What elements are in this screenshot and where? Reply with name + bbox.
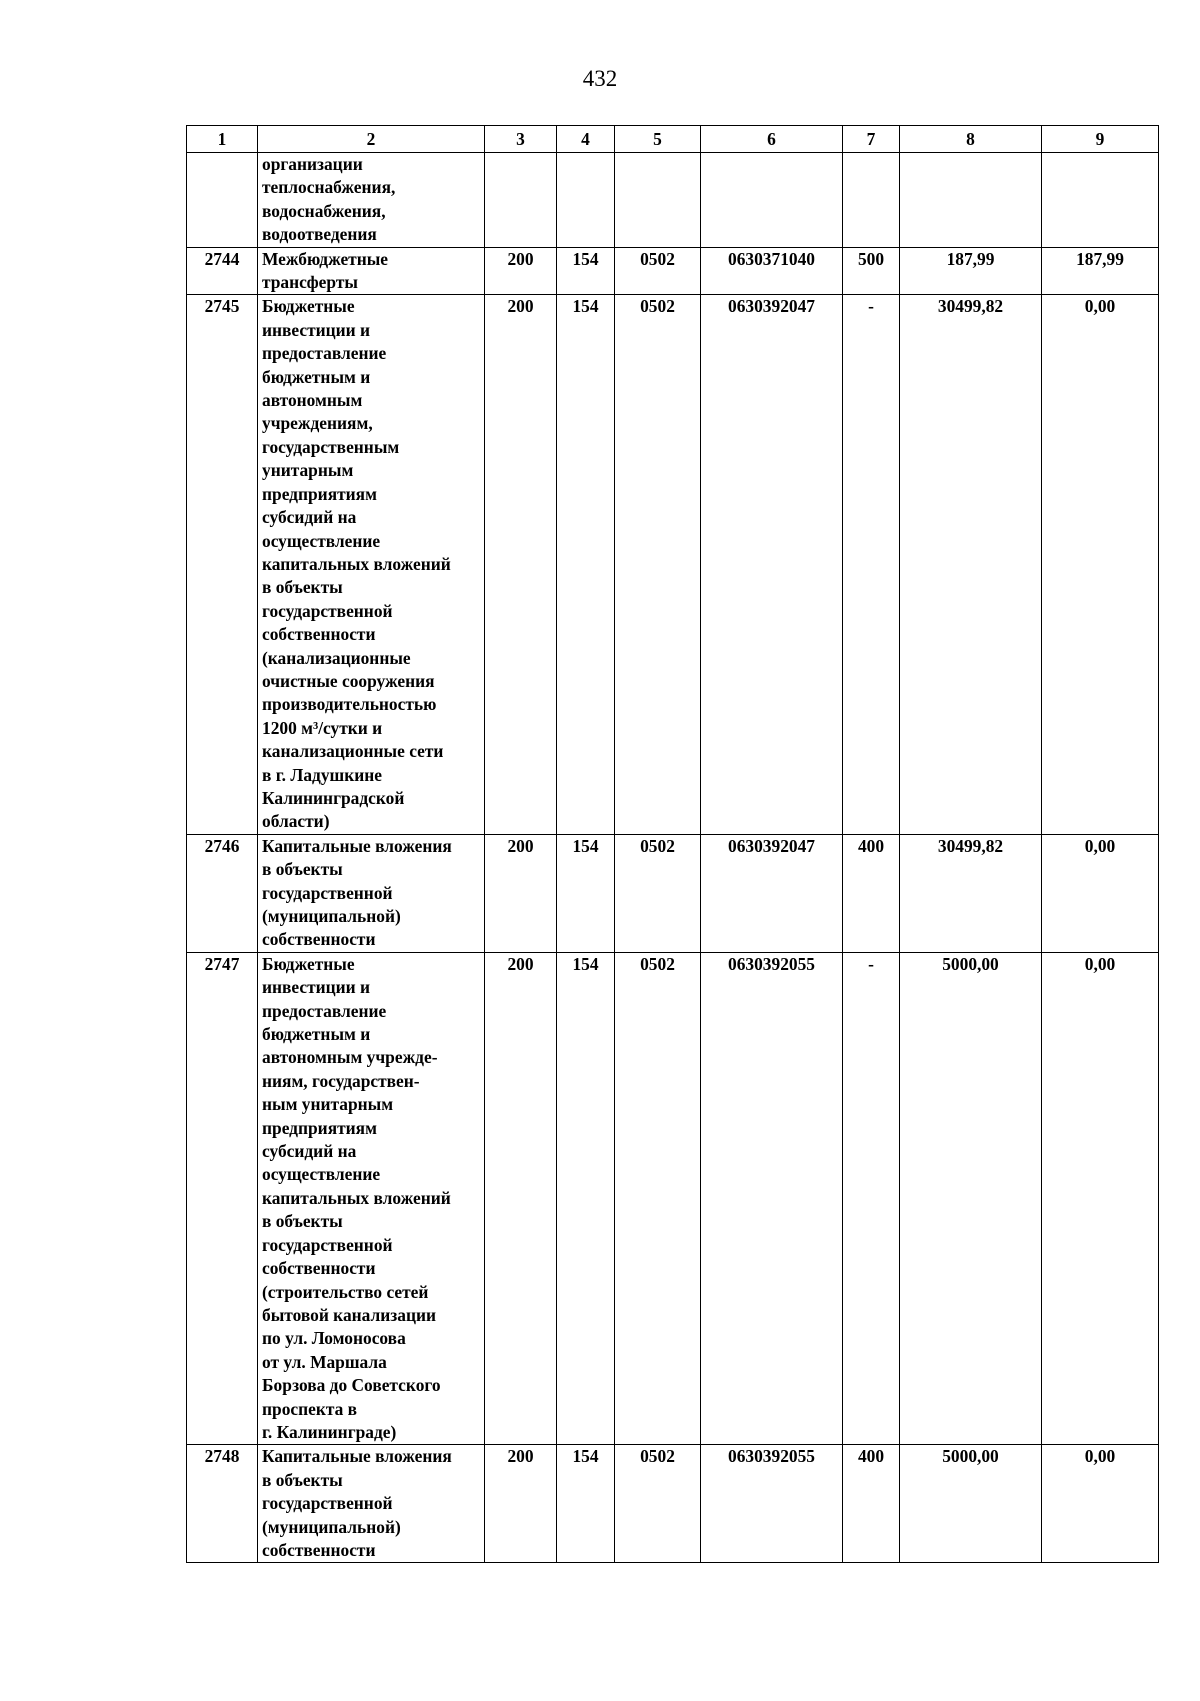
row-col-4: 154 xyxy=(557,952,615,1445)
row-col-8: 30499,82 xyxy=(900,834,1042,952)
row-col-5: 0502 xyxy=(615,1445,701,1563)
row-name: Бюджетные инвестиции и предоставление бюджетным и автономным учреждениям, государственным унитарным предприятиям субсидий на осуществление капитальных вложений в объекты государственной собственности (канализационные очистные сооружения производительностью 1200 м³/сутки и канализационные сети в г. Ладушкине Калининградской области) xyxy=(258,295,485,834)
row-col-6: 0630392055 xyxy=(701,1445,843,1563)
row-id: 2747 xyxy=(187,952,258,1445)
row-id: 2748 xyxy=(187,1445,258,1563)
row-col-9 xyxy=(1042,153,1159,248)
row-col-7: - xyxy=(843,295,900,834)
header-row xyxy=(187,126,1159,153)
table-row xyxy=(187,834,1159,952)
table-body xyxy=(187,153,1159,1563)
row-col-5: 0502 xyxy=(615,952,701,1445)
row-col-5: 0502 xyxy=(615,295,701,834)
table-row xyxy=(187,295,1159,834)
row-col-5: 0502 xyxy=(615,834,701,952)
header-col-7: 7 xyxy=(843,126,900,153)
row-col-9: 0,00 xyxy=(1042,834,1159,952)
row-col-8: 187,99 xyxy=(900,247,1042,295)
table-row xyxy=(187,247,1159,295)
row-col-7: 500 xyxy=(843,247,900,295)
row-id: 2746 xyxy=(187,834,258,952)
row-col-4: 154 xyxy=(557,247,615,295)
row-col-4: 154 xyxy=(557,1445,615,1563)
page-number: 432 xyxy=(582,66,618,91)
header-col-4: 4 xyxy=(557,126,615,153)
row-col-3 xyxy=(485,153,557,248)
table-row xyxy=(187,1445,1159,1563)
header-col-3: 3 xyxy=(485,126,557,153)
row-col-6 xyxy=(701,153,843,248)
row-col-3: 200 xyxy=(485,1445,557,1563)
row-col-4 xyxy=(557,153,615,248)
row-col-4: 154 xyxy=(557,834,615,952)
row-col-8: 5000,00 xyxy=(900,1445,1042,1563)
row-col-6: 0630371040 xyxy=(701,247,843,295)
row-name: Капитальные вложения в объекты государственной (муниципальной) собственности xyxy=(258,834,485,952)
row-col-7 xyxy=(843,153,900,248)
row-col-9: 0,00 xyxy=(1042,952,1159,1445)
header-col-1: 1 xyxy=(187,126,258,153)
row-col-5 xyxy=(615,153,701,248)
table-row xyxy=(187,952,1159,1445)
row-col-7: 400 xyxy=(843,834,900,952)
row-col-8 xyxy=(900,153,1042,248)
row-col-6: 0630392047 xyxy=(701,295,843,834)
header-col-9: 9 xyxy=(1042,126,1159,153)
row-col-8: 30499,82 xyxy=(900,295,1042,834)
table-row xyxy=(187,153,1159,248)
row-col-5: 0502 xyxy=(615,247,701,295)
header-col-8: 8 xyxy=(900,126,1042,153)
row-col-3: 200 xyxy=(485,834,557,952)
row-col-3: 200 xyxy=(485,247,557,295)
table-header xyxy=(187,126,1159,153)
row-col-9: 187,99 xyxy=(1042,247,1159,295)
row-id: 2745 xyxy=(187,295,258,834)
header-col-6: 6 xyxy=(701,126,843,153)
row-name: Капитальные вложения в объекты государственной (муниципальной) собственности xyxy=(258,1445,485,1563)
row-name: Бюджетные инвестиции и предоставление бюджетным и автономным учрежде- ниям, государствен- ным унитарным предприятиям субсидий на осуществление капитальных вложений в объекты государственной собственности (строительство сетей бытовой канализации по ул. Ломоносова от ул. Маршала Борзова до Советского проспекта в г. Калининграде) xyxy=(258,952,485,1445)
header-col-5: 5 xyxy=(615,126,701,153)
header-col-2: 2 xyxy=(258,126,485,153)
row-col-9: 0,00 xyxy=(1042,1445,1159,1563)
budget-table xyxy=(186,125,1159,1563)
row-col-3: 200 xyxy=(485,295,557,834)
row-col-6: 0630392047 xyxy=(701,834,843,952)
row-col-7: 400 xyxy=(843,1445,900,1563)
row-col-4: 154 xyxy=(557,295,615,834)
row-name: организации теплоснабжения, водоснабжения, водоотведения xyxy=(258,153,485,248)
row-name: Межбюджетные трансферты xyxy=(258,247,485,295)
row-col-9: 0,00 xyxy=(1042,295,1159,834)
row-col-6: 0630392055 xyxy=(701,952,843,1445)
row-id xyxy=(187,153,258,248)
row-col-3: 200 xyxy=(485,952,557,1445)
row-id: 2744 xyxy=(187,247,258,295)
row-col-8: 5000,00 xyxy=(900,952,1042,1445)
row-col-7: - xyxy=(843,952,900,1445)
